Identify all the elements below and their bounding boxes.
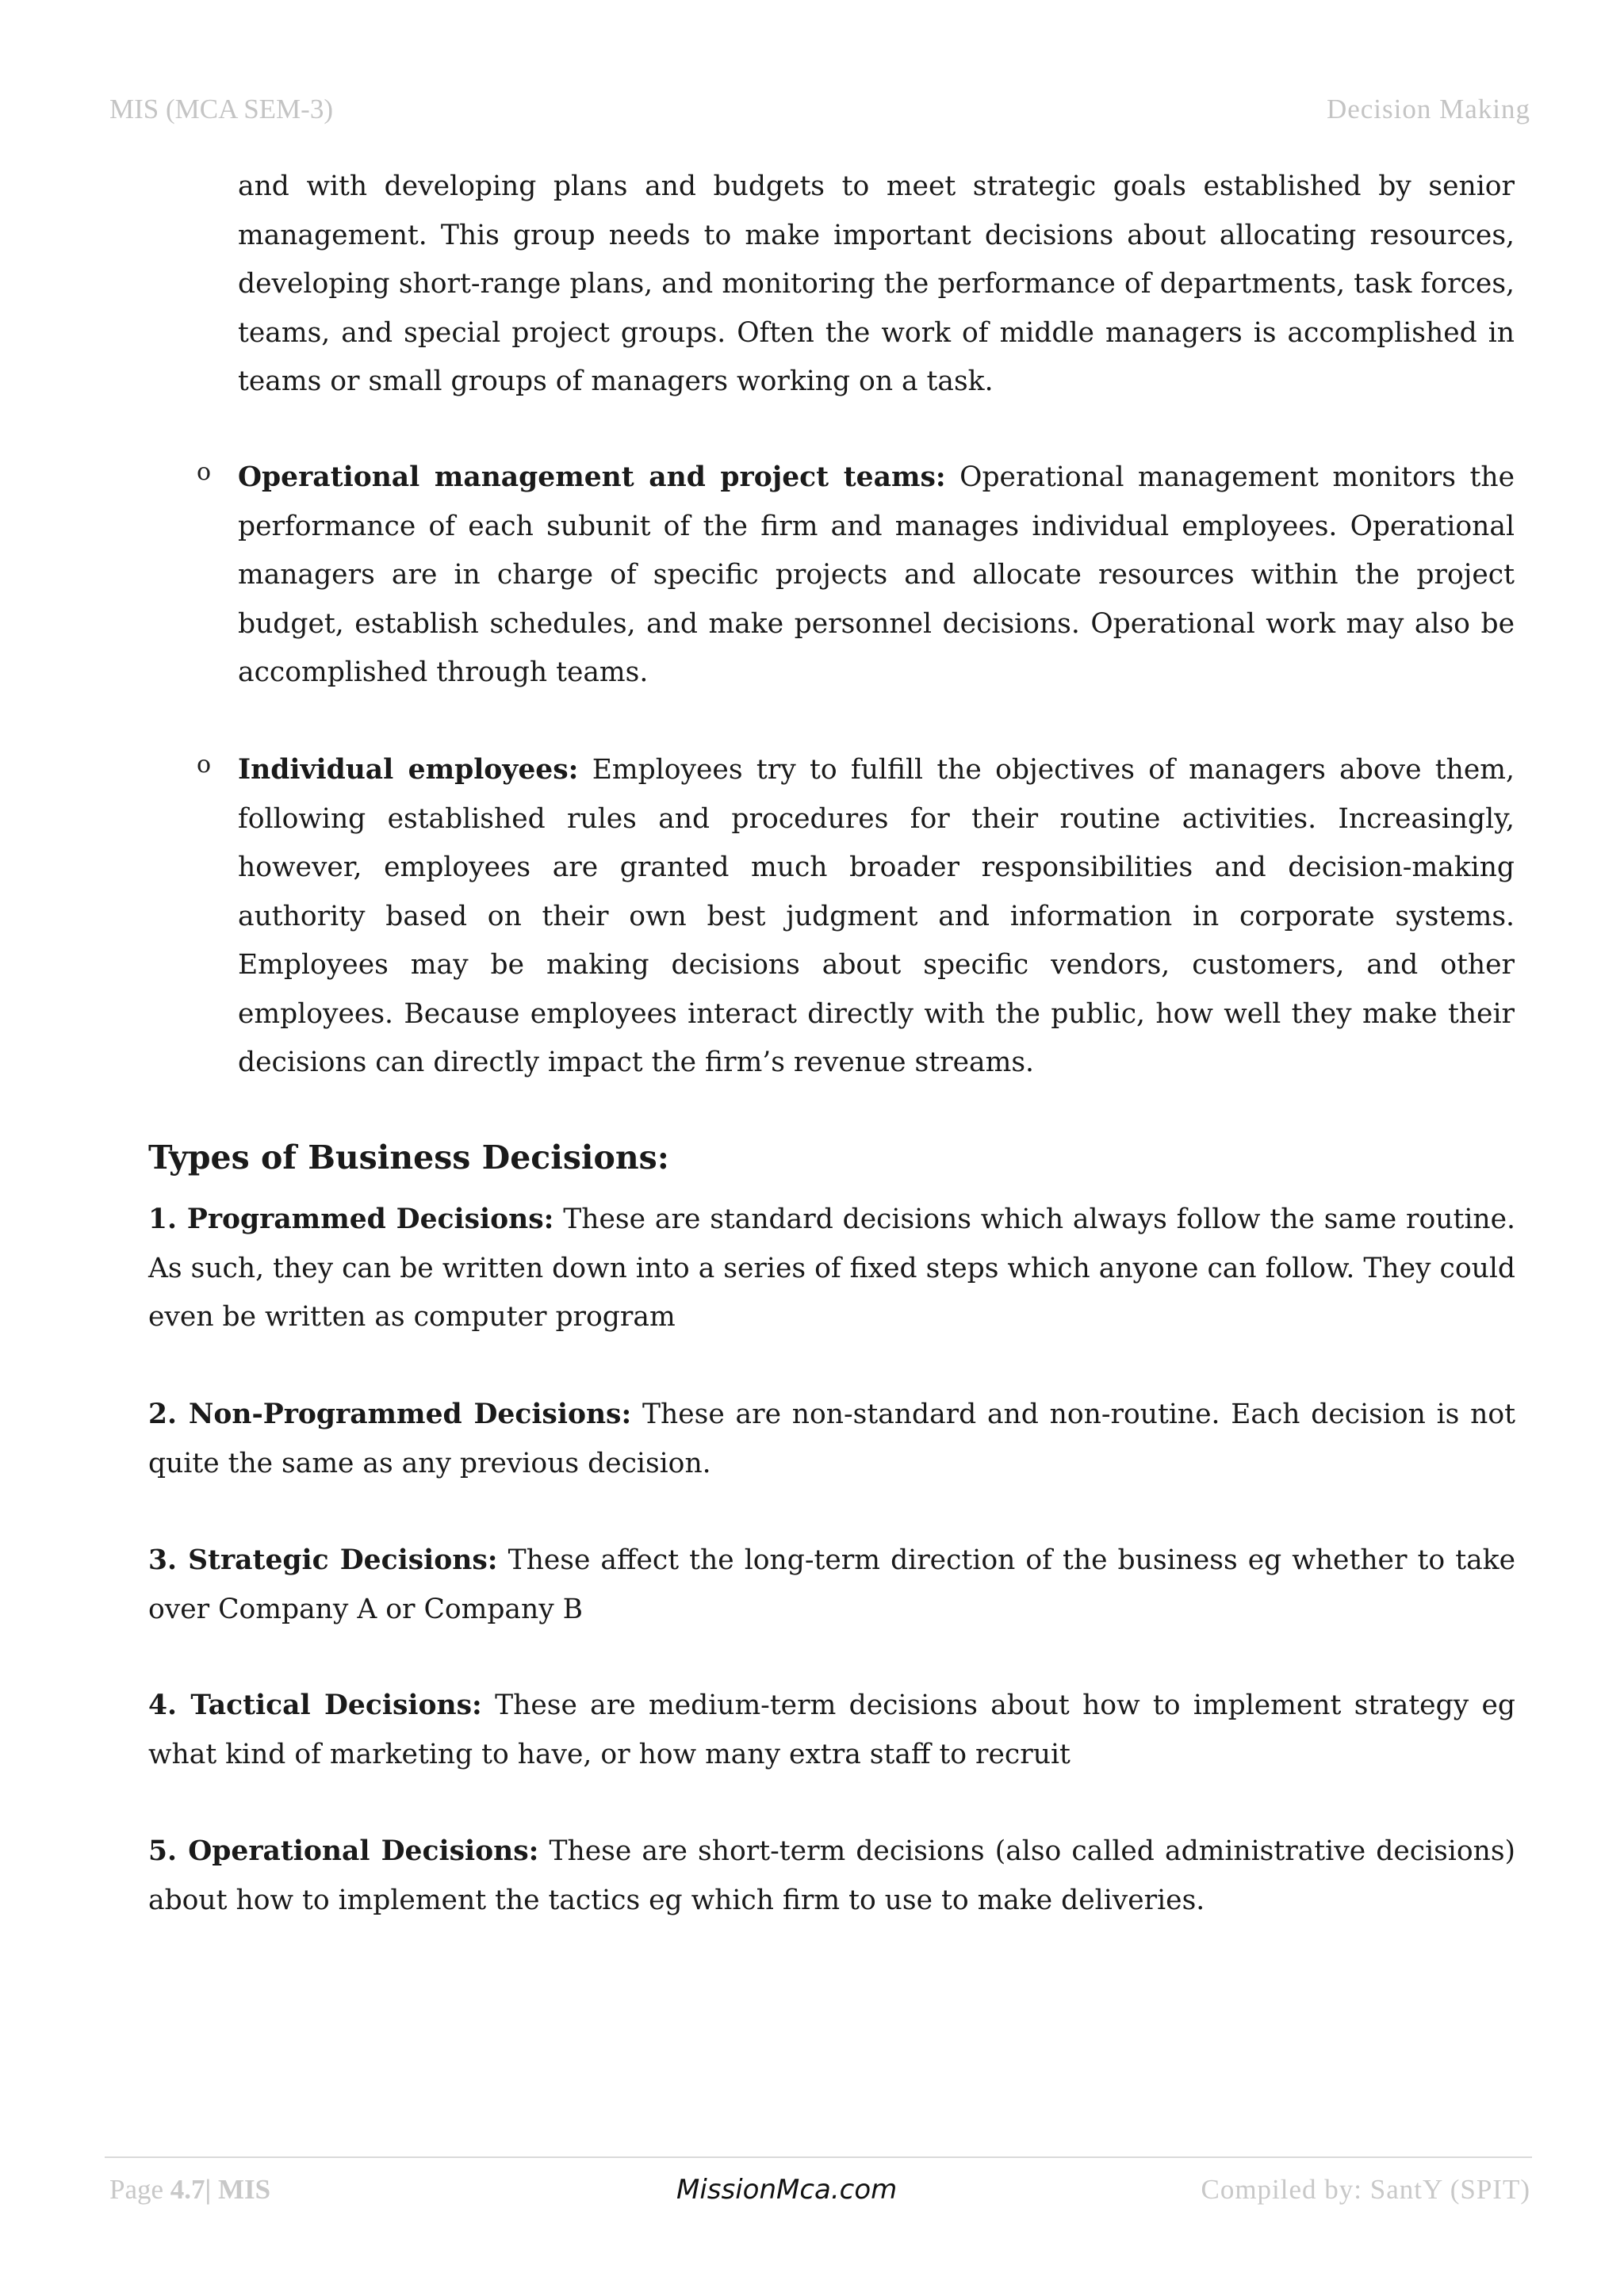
section-heading: Types of Business Decisions: [148, 1138, 669, 1177]
decision-strategic [148, 1536, 1515, 1634]
bullet-item-individual-employees [197, 746, 1515, 1088]
continued-paragraph: and with developing plans and budgets to meet strategic goals established by senior management. This group needs to make important decisions about allocating resources, developing short-range plans, and monitoring the performance of departments, task forces, teams, and special project groups. Often the work of middle managers is accomplished in teams or small groups of managers working on a task. [238, 170, 1515, 397]
decision-title: 5. Operational Decisions: [148, 1835, 539, 1867]
bullet-paragraph [238, 746, 1515, 1088]
decision-title: 1. Programmed Decisions: [148, 1203, 554, 1235]
bullet-text: Operational management monitors the performance of each subunit of the firm and manages individual employees. Operational managers are in charge of specific projects and allocate resources within the project budget, establish schedules, and make personnel decisions. Operational work may also be accomplished through teams. [238, 461, 1515, 688]
decision-programmed [148, 1196, 1515, 1342]
bullet-marker: o [197, 458, 212, 486]
footer-page-number: 4.7 [170, 2174, 205, 2205]
decision-title: 2. Non-Programmed Decisions: [148, 1399, 632, 1430]
decision-paragraph [148, 1827, 1515, 1925]
bullet-item-operational-management [197, 453, 1515, 698]
bullet-paragraph [238, 453, 1515, 698]
decision-text: These affect the long-term direction of the business eg whether to take over Company A or Company B [148, 1544, 1515, 1625]
decision-paragraph [148, 1682, 1515, 1779]
decision-paragraph [148, 1391, 1515, 1488]
footer-page-prefix: Page [109, 2174, 170, 2205]
header-chapter: Decision Making [1326, 94, 1530, 124]
decision-title: 4. Tactical Decisions: [148, 1689, 482, 1721]
decision-text: These are medium-term decisions about how to implement strategy eg what kind of marketing to have, or how many extra staff to recruit [148, 1689, 1516, 1770]
page-header [109, 94, 1530, 133]
footer-logo: MissionMca.com [676, 2174, 898, 2206]
bullet-text: Employees try to fulfill the objectives of managers above them, following established rules and procedures for their routine activities. Increasingly, however, employees are granted much broader responsibilities and decision-making authority based on their own best judgment and information in corporate systems. Employees may be making decisions about specific vendors, customers, and other employees. Because employees interact directly with the public, how well they make their decisions can directly impact the firm’s revenue streams. [238, 754, 1515, 1078]
decision-paragraph [148, 1196, 1515, 1342]
bullet-title: Operational management and project teams: [238, 461, 946, 493]
bullet-title: Individual employees: [238, 754, 579, 786]
continued-paragraph-block [197, 163, 1515, 407]
footer-separator: | MIS [205, 2174, 271, 2205]
bullet-marker: o [197, 751, 212, 779]
footer-credit: Compiled by: SantY (SPIT) [1201, 2174, 1530, 2205]
decision-text: These are short-term decisions (also called administrative decisions) about how to implement the tactics eg which firm to use to make deliveries. [148, 1835, 1515, 1916]
decision-operational [148, 1827, 1515, 1925]
decision-text: These are non-standard and non-routine. Each decision is not quite the same as any previous decision. [148, 1399, 1515, 1479]
footer-divider [105, 2156, 1532, 2158]
decision-text: These are standard decisions which always follow the same routine. As such, they can be written down into a series of fixed steps which anyone can follow. They could even be written as computer program [148, 1203, 1515, 1333]
decision-non-programmed [148, 1391, 1515, 1488]
footer-page-info [109, 2174, 270, 2206]
decision-paragraph [148, 1536, 1515, 1634]
decision-title: 3. Strategic Decisions: [148, 1544, 498, 1576]
page-footer [109, 2174, 1530, 2214]
decision-tactical [148, 1682, 1515, 1779]
header-course: MIS (MCA SEM-3) [109, 94, 333, 124]
